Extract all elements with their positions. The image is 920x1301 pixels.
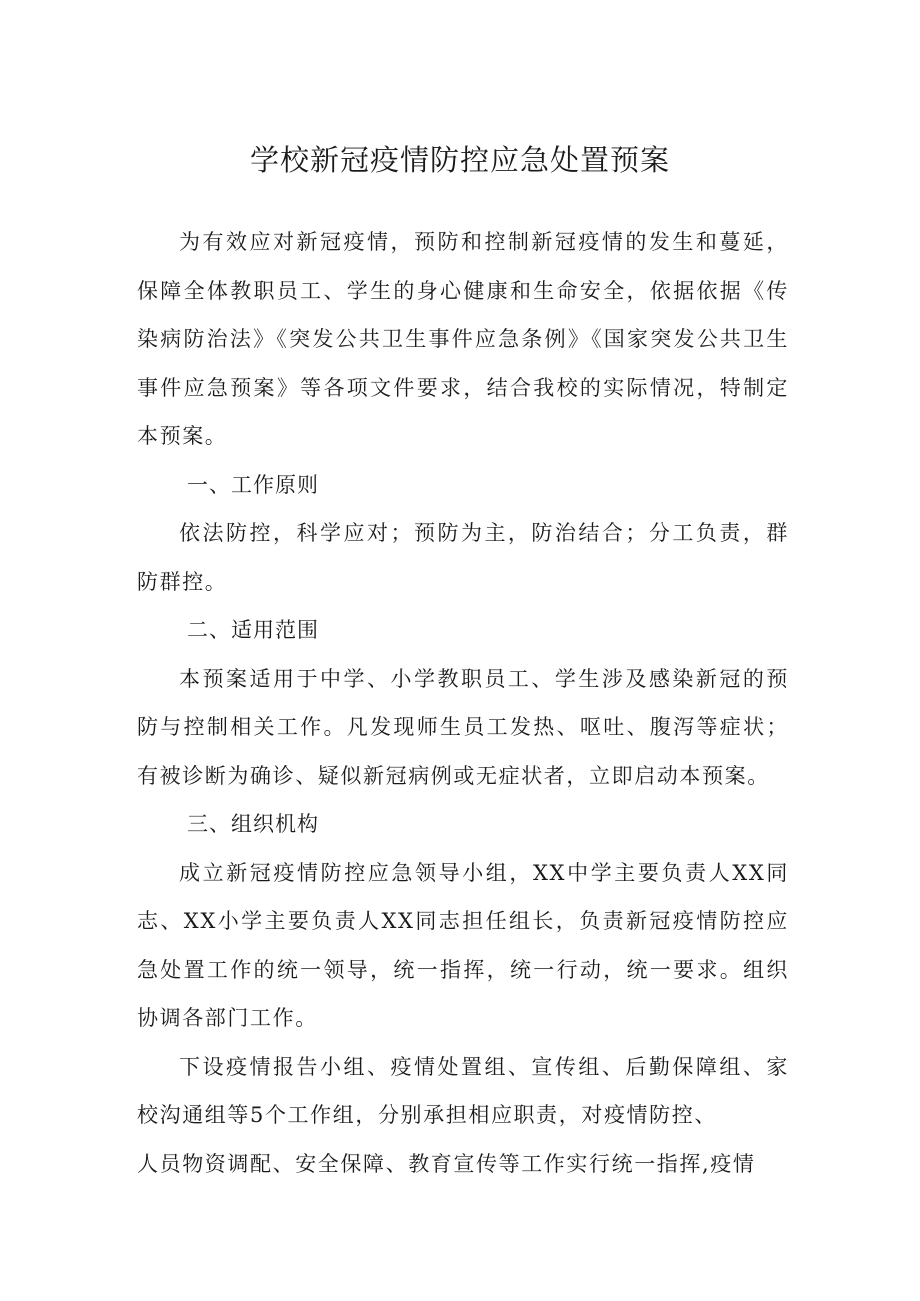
intro-paragraph: 为有效应对新冠疫情，预防和控制新冠疫情的发生和蔓延，保障全体教职员工、学生的身心健康和生命安全，依据依据《传染病防治法》《突发公共卫生事件应急条例》《国家突发公共卫生事件应急预案》等各项文件要求，结合我校的实际情况，特制定本预案。 [137,230,789,448]
principles-paragraph: 依法防控，科学应对；预防为主，防治结合；分工负责，群防群控。 [137,521,789,594]
document-body [137,218,789,1188]
organization-paragraph-2: 下设疫情报告小组、疫情处置组、宣传组、后勤保障组、家校沟通组等5个工作组，分别承担相应职责，对疫情防控、 [137,1054,789,1127]
scope-paragraph: 本预案适用于中学、小学教职员工、学生涉及感染新冠的预防与控制相关工作。凡发现师生员工发热、呕吐、腹泻等症状；有被诊断为确诊、疑似新冠病例或无症状者，立即启动本预案。 [137,666,789,788]
section-heading-organization: 三、组织机构 [187,812,319,836]
organization-paragraph-2-continuation: 人员物资调配、安全保障、教育宣传等工作实行统一指挥,疫情 [137,1151,756,1176]
document-title: 学校新冠疫情防控应急处置预案 [249,143,670,177]
organization-paragraph-1: 成立新冠疫情防控应急领导小组，XX中学主要负责人XX同志、XX小学主要负责人XX同志担任组长，负责新冠疫情防控应急处置工作的统一领导，统一指挥，统一行动，统一要求。组织协调各部门工作。 [137,860,789,1030]
section-heading-principles: 一、工作原则 [187,472,319,497]
section-heading-scope: 二、适用范围 [187,618,319,642]
